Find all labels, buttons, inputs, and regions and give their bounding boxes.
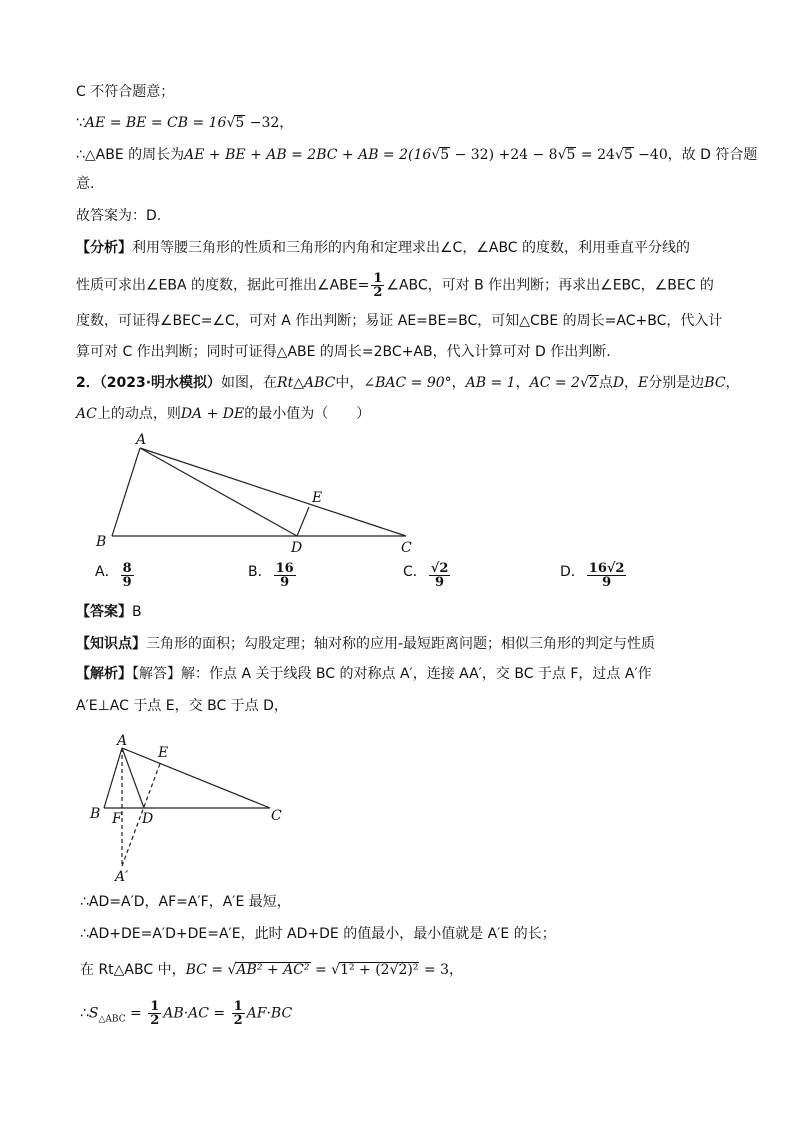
analysis-line: 度数，可证得∠BEC=∠C，可对 A 作出判断；易证 AE=BE=BC，可知△CBE 的周长=AC+BC，代入计 (76, 313, 723, 329)
option-c[interactable]: C． $\frac{√2}{9}$ (403, 561, 449, 590)
solution-line: 【解析】【解答】解：作点 A 关于线段 BC 的对称点 A′，连接 AA′，交 BC 于点 F，过点 A′作 (76, 666, 652, 682)
analysis-line: 【分析】利用等腰三角形的性质和三角形的内角和定理求出∠C，∠ABC 的度数，利用垂直平分线的 (76, 240, 691, 256)
label-B: B (96, 534, 107, 550)
label-D: D (142, 811, 154, 827)
solution-line: A′E⊥AC 于点 E，交 BC 于点 D， (76, 698, 288, 714)
option-a[interactable]: A． $\frac{8}{9}$ (95, 561, 132, 590)
label-C: C (401, 540, 412, 556)
text-line: ∴△ABE 的周长为AE + BE + AB = 2BC + AB = 2(16√5 − 32) +24 − 8√5 = 24√5 −40，故 D 符合题 (76, 147, 758, 163)
text-line: 意. (76, 176, 95, 192)
question-stem: AC上的动点，则DA + DE的最小值为（ ） (76, 406, 371, 422)
solution-line: $\therefore S_{\triangle ABC}$ = $\frac{1}{2}$ AB·AC = $\frac{1}{2}$ AF·BC (80, 999, 293, 1028)
label-F: F (112, 811, 122, 827)
label-C: C (271, 808, 282, 824)
option-b[interactable]: B． $\frac{16}{9}$ (248, 561, 294, 590)
text-line: ∵AE = BE = CB = 16√5 −32， (76, 115, 294, 131)
text-line: C 不符合题意； (76, 84, 175, 100)
label-E: E (312, 490, 323, 506)
analysis-tag: 【分析】 (76, 240, 132, 256)
analysis-line: 算可对 C 作出判断；同时可证得△ABE 的周长=2BC+AB，代入计算可对 D 作出判断. (76, 344, 611, 360)
analysis-line: 性质可求出∠EBA 的度数，据此可推出∠ABE= $\frac{1}{2}$ ∠ABC，可对 B 作出判断；再求出∠EBC，∠BEC 的 (76, 271, 714, 300)
reflection-figure (84, 728, 304, 888)
solution-line: ∴AD+DE=A′D+DE=A′E，此时 AD+DE 的值最小，最小值就是 A′E 的长； (80, 926, 556, 942)
knowledge-line: 【知识点】三角形的面积；勾股定理；轴对称的应用-最短距离问题；相似三角形的判定与性质 (76, 636, 656, 652)
label-A: A (136, 432, 147, 448)
triangle-figure (90, 428, 430, 556)
answer-line: 【答案】B (76, 604, 142, 620)
label-A: A (117, 733, 128, 749)
label-D: D (291, 540, 303, 556)
option-d[interactable]: D． $\frac{16√2}{9}$ (560, 561, 625, 590)
label-B: B (90, 806, 101, 822)
text-line: 故答案为：D. (76, 208, 162, 224)
question-stem: 2．（2023·明水模拟）如图，在Rt△ABC中，∠BAC = 90°，AB = 1，AC = 2√2点D，E分别是边BC， (76, 375, 740, 391)
label-A-prime: A′ (115, 869, 129, 885)
solution-line: 在 Rt△ABC 中，BC = √AB² + AC² = √1² + (2√2)² = 3， (80, 962, 464, 978)
label-E: E (158, 745, 169, 761)
solution-line: ∴AD=A′D，AF=A′F，A′E 最短， (80, 894, 291, 910)
